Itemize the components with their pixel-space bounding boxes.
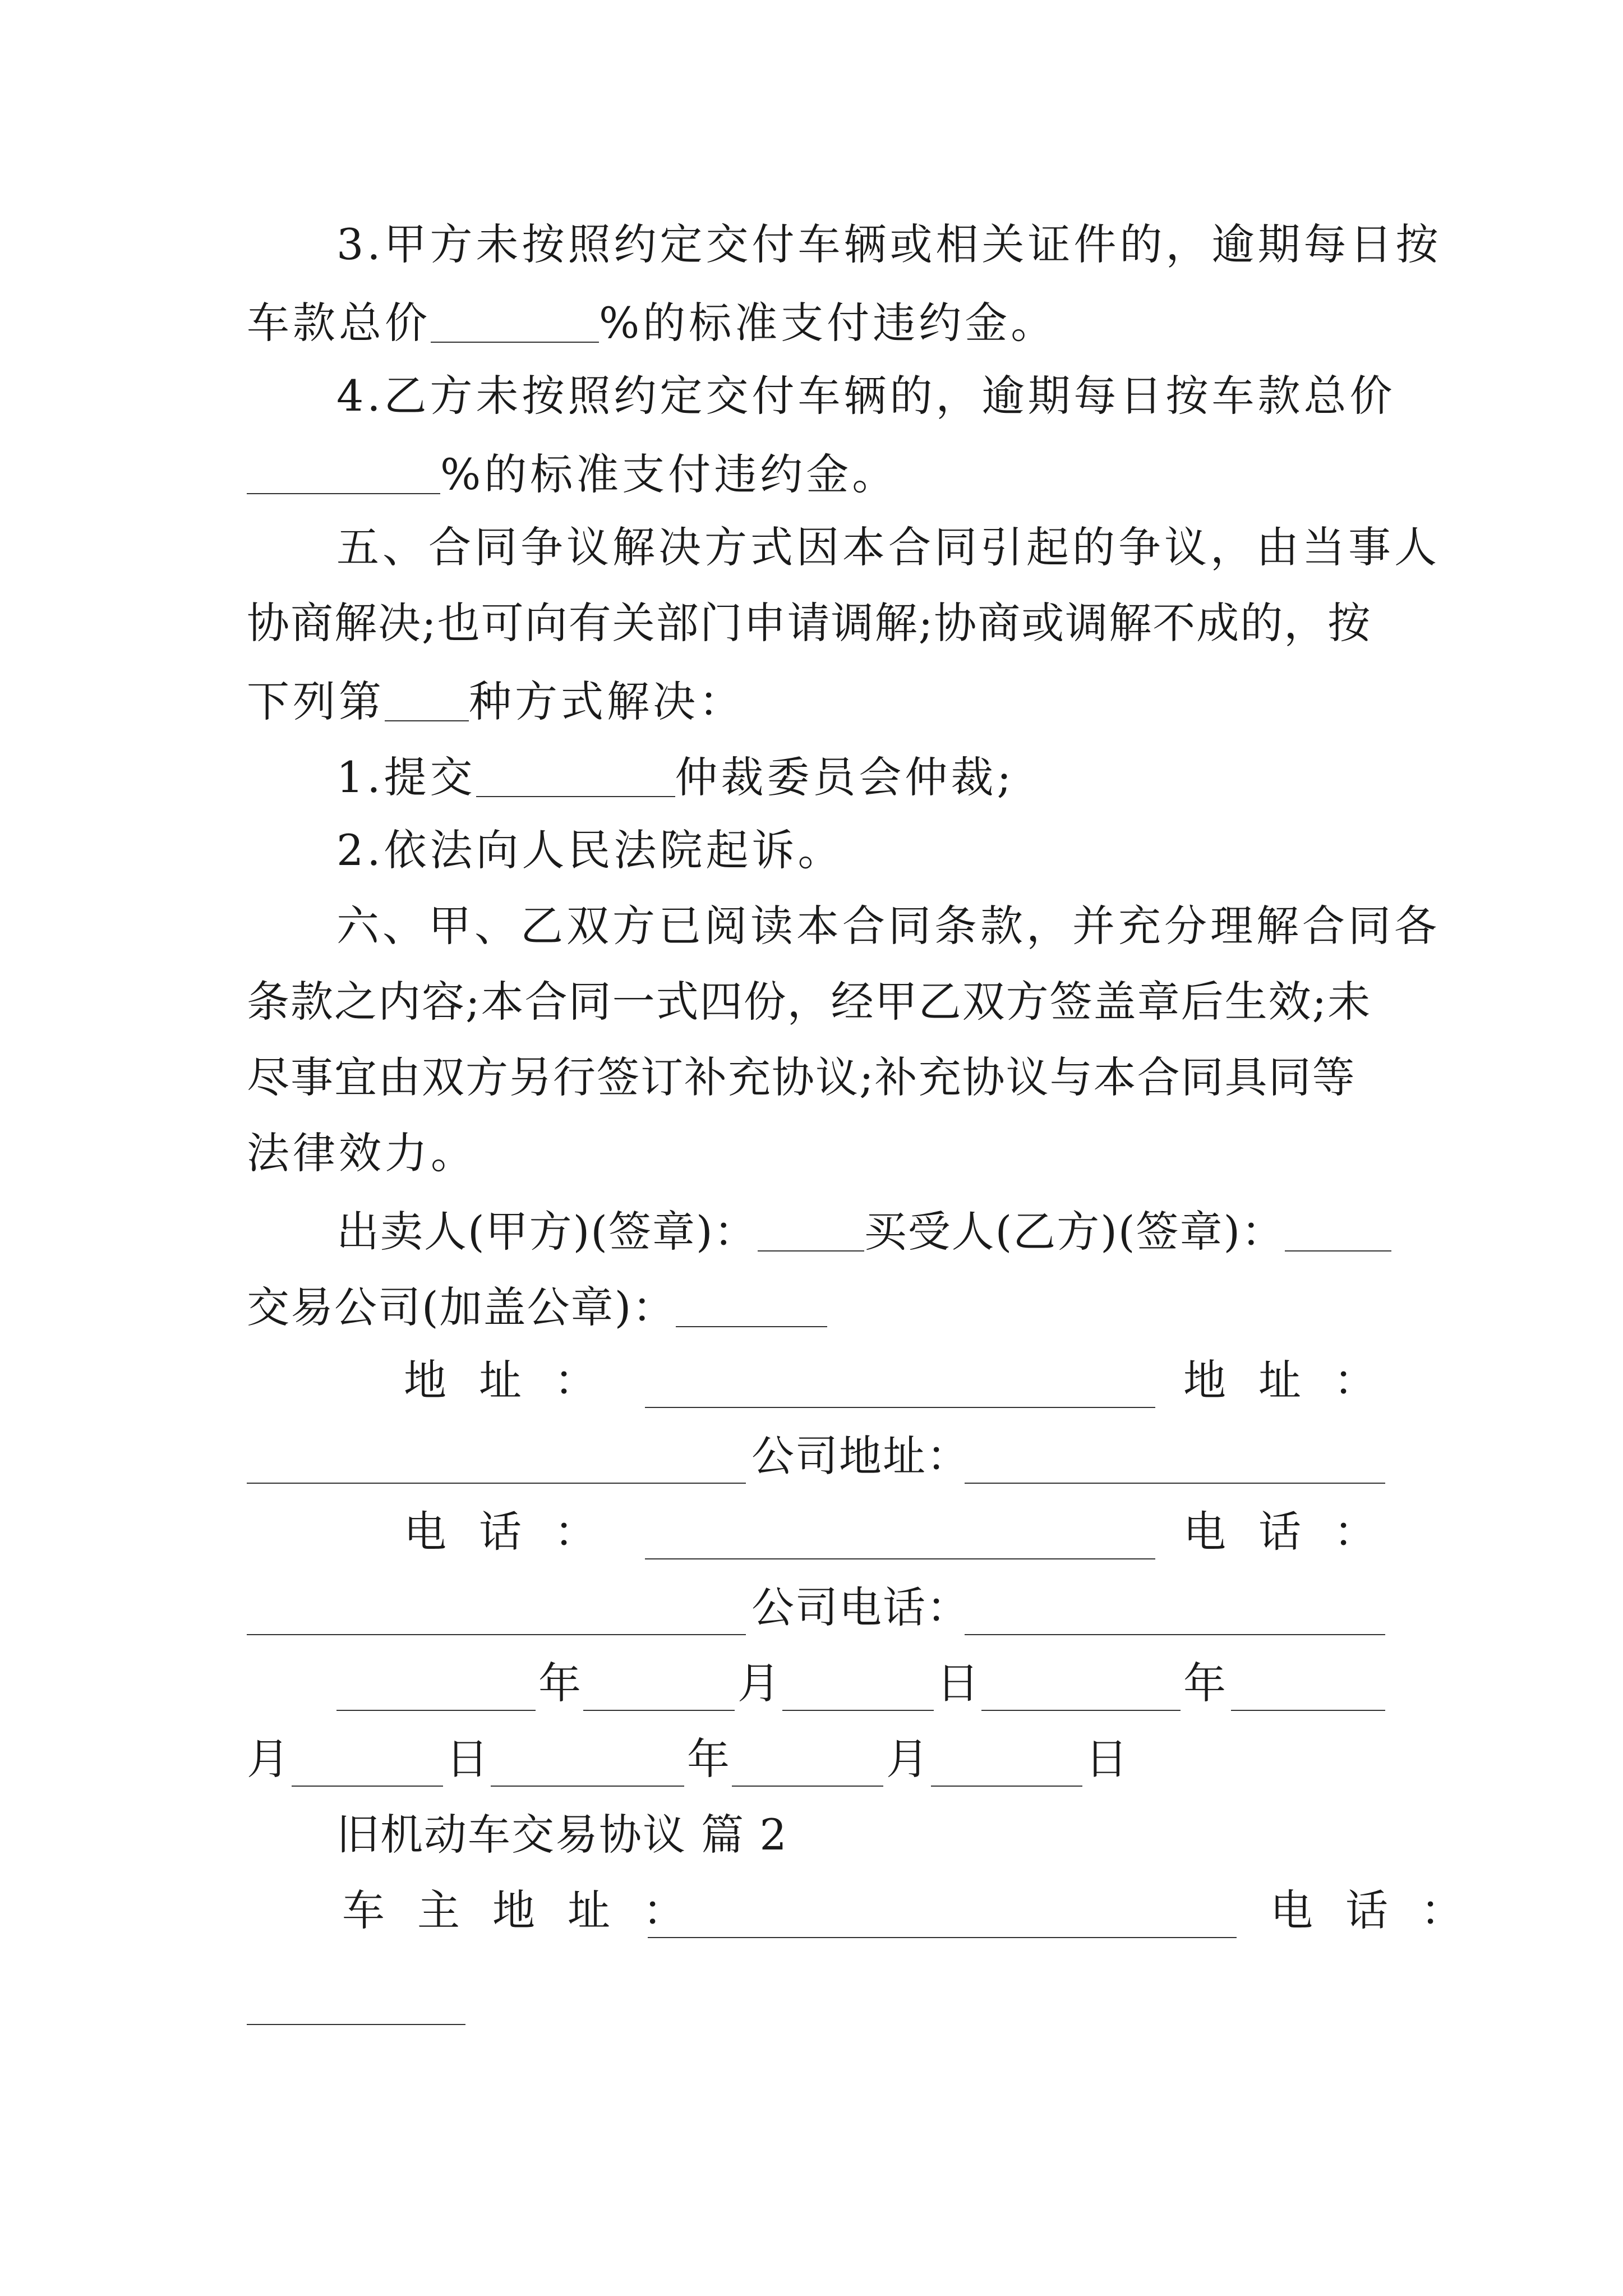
date-month-2: 月	[247, 1734, 293, 1784]
para4-line2	[247, 449, 898, 499]
sec5-line1: 五、合同争议解决方式因本合同引起的争议，由当事人	[336, 522, 1440, 572]
date-blank-7	[491, 1786, 684, 1787]
date-blank-9	[931, 1786, 1082, 1787]
address-blank-2	[247, 1483, 746, 1484]
sec5-line3	[247, 676, 745, 726]
date-blank-8	[732, 1786, 883, 1787]
para3-line2	[247, 297, 1057, 348]
date-blank-2	[583, 1710, 735, 1711]
date-day-3: 日	[1085, 1734, 1131, 1784]
date-year-1: 年	[538, 1658, 584, 1708]
seller-blank	[758, 1208, 864, 1251]
sec6-line3: 尽事宜由双方另行签订补充协议;补充协议与本合同具同等	[247, 1052, 1356, 1102]
phone-blank-1	[645, 1558, 1155, 1559]
company-address-blank	[965, 1483, 1385, 1484]
date-blank-1	[336, 1710, 536, 1711]
section-heading-2: 旧机动车交易协议 篇 2	[336, 1810, 788, 1860]
option1-text-a: 1.提交	[336, 752, 476, 802]
option1	[336, 752, 1015, 802]
owner-address-blank	[648, 1937, 1237, 1938]
phone-label-1: 电话：	[404, 1507, 629, 1557]
para3-blank	[431, 299, 599, 343]
owner-phone-blank	[247, 2024, 465, 2025]
date-day-2: 日	[446, 1734, 492, 1784]
owner-address-label: 车主地址：	[342, 1885, 718, 1935]
company-seal-line	[247, 1282, 827, 1332]
phone-label-2: 电话：	[1183, 1507, 1409, 1557]
option2: 2.依法向人民法院起诉。	[336, 825, 844, 875]
sec5-line2: 协商解决;也可向有关部门申请调解;协商或调解不成的，按	[247, 598, 1372, 648]
company-phone-blank	[965, 1634, 1385, 1635]
buyer-blank	[1285, 1208, 1391, 1251]
date-month-1: 月	[737, 1658, 783, 1708]
date-blank-5	[1231, 1710, 1385, 1711]
sec6-line1: 六、甲、乙双方已阅读本合同条款，并充分理解合同各	[336, 901, 1440, 951]
sec6-line2: 条款之内容;本合同一式四份，经甲乙双方签盖章后生效;未	[247, 977, 1372, 1027]
date-day-1: 日	[937, 1658, 983, 1708]
owner-phone-label: 电话：	[1270, 1885, 1496, 1935]
company-phone-label: 公司电话：	[751, 1582, 970, 1632]
sec5-text-a: 下列第	[247, 676, 385, 726]
para4-blank	[247, 450, 440, 494]
option1-text-b: 仲裁委员会仲裁;	[675, 752, 1015, 802]
sec5-text-b: 种方式解决：	[469, 676, 745, 726]
company-address-label: 公司地址：	[751, 1431, 970, 1481]
para3-text-a: 车款总价	[247, 297, 431, 348]
date-year-3: 年	[687, 1734, 733, 1784]
address-label-2: 地址：	[1183, 1355, 1409, 1405]
date-year-2: 年	[1183, 1658, 1229, 1708]
option1-blank	[476, 753, 675, 797]
phone-blank-2	[247, 1634, 746, 1635]
seller-label: 出卖人(甲方)(签章)：	[336, 1206, 758, 1257]
sec6-line4: 法律效力。	[247, 1128, 477, 1178]
company-label: 交易公司(加盖公章)：	[247, 1282, 676, 1332]
para3-line1: 3.甲方未按照约定交付车辆或相关证件的，逾期每日按	[336, 219, 1442, 269]
date-blank-3	[782, 1710, 934, 1711]
para4-text-b: %的标准支付违约金。	[440, 449, 898, 499]
sec5-blank	[385, 678, 469, 721]
signature-line	[336, 1206, 1391, 1257]
date-blank-4	[981, 1710, 1181, 1711]
address-label-1: 地址：	[404, 1355, 629, 1405]
address-blank-1	[645, 1407, 1155, 1408]
date-blank-6	[292, 1786, 443, 1787]
para4-line1: 4.乙方未按照约定交付车辆的，逾期每日按车款总价	[336, 371, 1396, 421]
buyer-label: 买受人(乙方)(签章)：	[864, 1206, 1285, 1257]
date-month-3: 月	[886, 1734, 932, 1784]
company-blank	[676, 1283, 827, 1327]
para3-text-b: %的标准支付违约金。	[599, 297, 1057, 348]
